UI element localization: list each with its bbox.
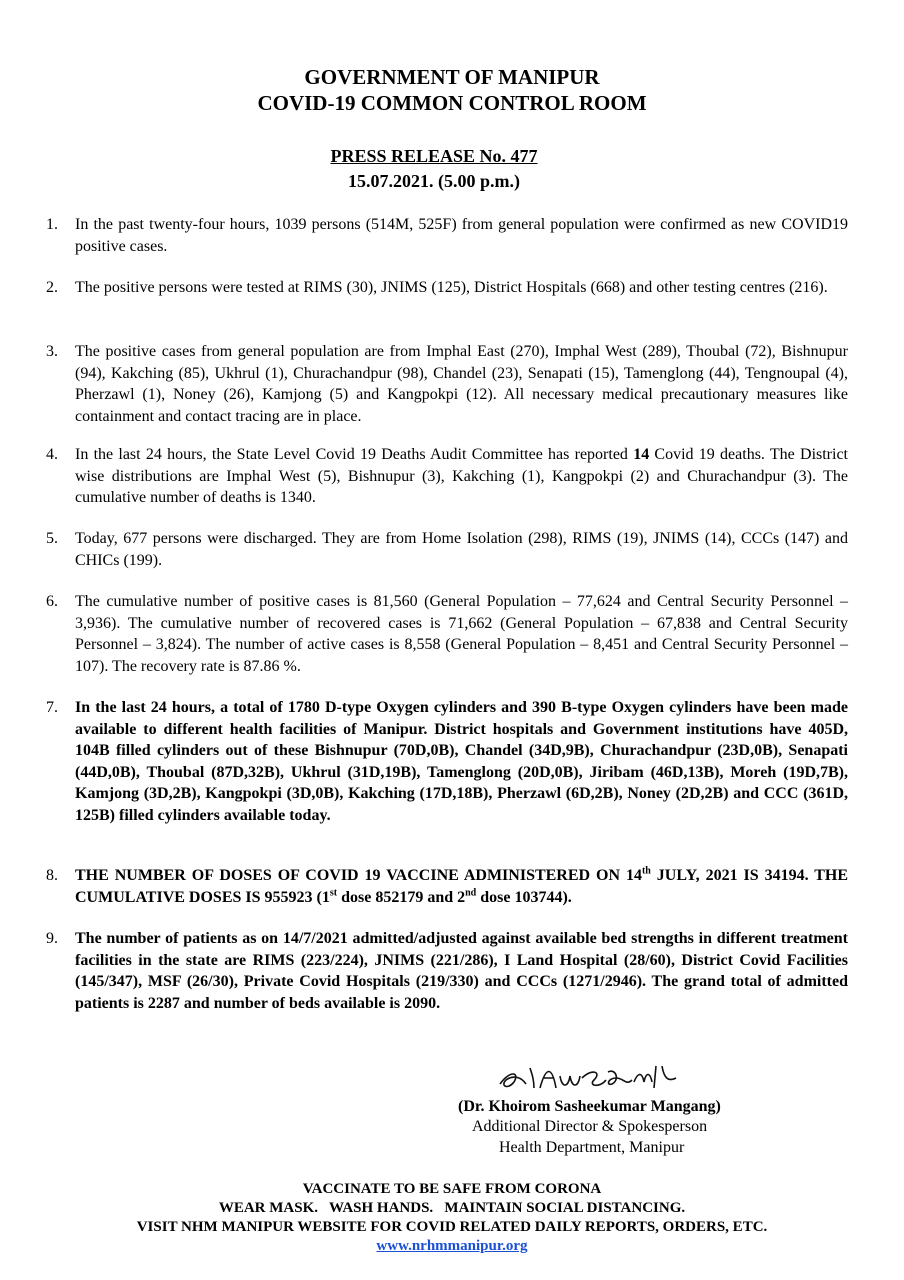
item-number: 4. <box>46 446 58 463</box>
list-item <box>46 528 848 571</box>
signatory-department: Health Department, Manipur <box>499 1139 685 1156</box>
item-text: Today, 677 persons were discharged. They are from Home Isolation (298), RIMS (19), JNIMS (14), CCCs (147) and CHICs (199). <box>75 530 848 569</box>
footer-line: VISIT NHM MANIPUR WEBSITE FOR COVID RELATED DAILY REPORTS, ORDERS, ETC. <box>136 1219 768 1235</box>
item-text <box>75 865 848 908</box>
press-release-date: 15.07.2021. (5.00 p.m.) <box>348 171 520 191</box>
superscript: nd <box>465 887 477 899</box>
list-item <box>46 697 848 826</box>
item-text: The positive persons were tested at RIMS (30), JNIMS (125), District Hospitals (668) and other testing centres (216). <box>75 279 828 296</box>
list-item <box>46 591 848 677</box>
footer-line: WEAR MASK. WASH HANDS. MAINTAIN SOCIAL DISTANCING. <box>218 1200 686 1216</box>
item-number: 5. <box>46 530 58 547</box>
item-number: 7. <box>46 699 58 716</box>
signature-image <box>496 1058 686 1098</box>
item-number: 9. <box>46 930 58 947</box>
item-text: The number of patients as on 14/7/2021 admitted/adjusted against available bed strengths in different treatment facilities in the state are RIMS (223/224), JNIMS (221/286), I Land Hospital (28/60), District Covid Facilities (145/347), MSF (26/30), Private Covid Hospitals (219/330) and CCCs (1271/2946). The grand total of admitted patients is 2287 and number of beds available is 2090. <box>75 930 848 1012</box>
item-text <box>75 444 848 509</box>
item-text-part: Covid 19 deaths. The District wise distributions are Imphal West (5), Bishnupur (3), Kakching (1), Kangpokpi (2) and Churachandpur (3). The cumulative number of deaths is 1340. <box>75 446 849 506</box>
signatory-title: Additional Director & Spokesperson <box>472 1118 708 1135</box>
superscript: st <box>329 887 338 899</box>
item-number: 8. <box>46 867 58 884</box>
item-number: 2. <box>46 279 58 296</box>
list-item <box>46 444 848 509</box>
item-text-part: dose 852179 and 2 <box>337 888 466 906</box>
deaths-count: 14 <box>633 446 650 463</box>
item-text-part: In the last 24 hours, the State Level Covid 19 Deaths Audit Committee has reported <box>75 446 634 463</box>
list-item <box>46 214 848 257</box>
item-text-part: dose 103744). <box>476 888 572 906</box>
list-item <box>46 341 848 427</box>
list-item <box>46 928 848 1014</box>
item-text: In the last 24 hours, a total of 1780 D-type Oxygen cylinders and 390 B-type Oxygen cylinders have been made available to different health facilities of Manipur. District hospitals and Government institutions have 405D, 104B filled cylinders out of these Bishnupur (70D,0B), Chandel (34D,9B), Churachandpur (23D,0B), Senapati (44D,0B), Thoubal (87D,32B), Ukhrul (31D,19B), Tamenglong (20D,0B), Jiribam (46D,13B), Moreh (19D,7B), Kamjong (3D,2B), Kangpokpi (3D,0B), Kakching (17D,18B), Pherzawl (6D,2B), Noney (2D,2B) and CCC (361D, 125B) filled cylinders available today. <box>75 699 848 824</box>
control-room-heading: COVID-19 COMMON CONTROL ROOM <box>257 91 647 115</box>
item-text-part: JULY, 2021 IS 34194. THE CUMULATIVE DOSES IS 955923 (1 <box>75 867 849 906</box>
superscript: th <box>641 865 651 877</box>
item-text: The cumulative number of positive cases is 81,560 (General Population – 77,624 and Central Security Personnel – 3,936). The cumulative number of recovered cases is 71,662 (General Population – 67,838 and Central Security Personnel – 3,824). The number of active cases is 8,558 (General Population – 8,451 and Central Security Personnel – 107). The recovery rate is 87.86 %. <box>75 593 848 675</box>
website-link[interactable]: www.nrhmmanipur.org <box>376 1238 528 1254</box>
list-item <box>46 277 848 299</box>
item-text-part: THE NUMBER OF DOSES OF COVID 19 VACCINE ADMINISTERED ON 14 <box>75 867 642 884</box>
list-item <box>46 865 848 908</box>
item-number: 6. <box>46 593 58 610</box>
footer-line: VACCINATE TO BE SAFE FROM CORONA <box>302 1181 602 1197</box>
item-number: 3. <box>46 343 58 360</box>
signatory-name: (Dr. Khoirom Sasheekumar Mangang) <box>458 1098 721 1115</box>
press-release-number: PRESS RELEASE No. 477 <box>330 146 538 166</box>
government-heading: GOVERNMENT OF MANIPUR <box>304 65 600 89</box>
item-text: The positive cases from general population are from Imphal East (270), Imphal West (289), Thoubal (72), Bishnupur (94), Kakching (85), Ukhrul (1), Churachandpur (98), Chandel (23), Senapati (15), Tamenglong (44), Tengnoupal (4), Pherzawl (1), Noney (26), Kamjong (5) and Kangpokpi (12). All necessary medical precautionary measures like containment and contact tracing are in place. <box>75 343 848 425</box>
item-number: 1. <box>46 216 58 233</box>
item-text: In the past twenty-four hours, 1039 persons (514M, 525F) from general population were confirmed as new COVID19 positive cases. <box>75 216 848 255</box>
